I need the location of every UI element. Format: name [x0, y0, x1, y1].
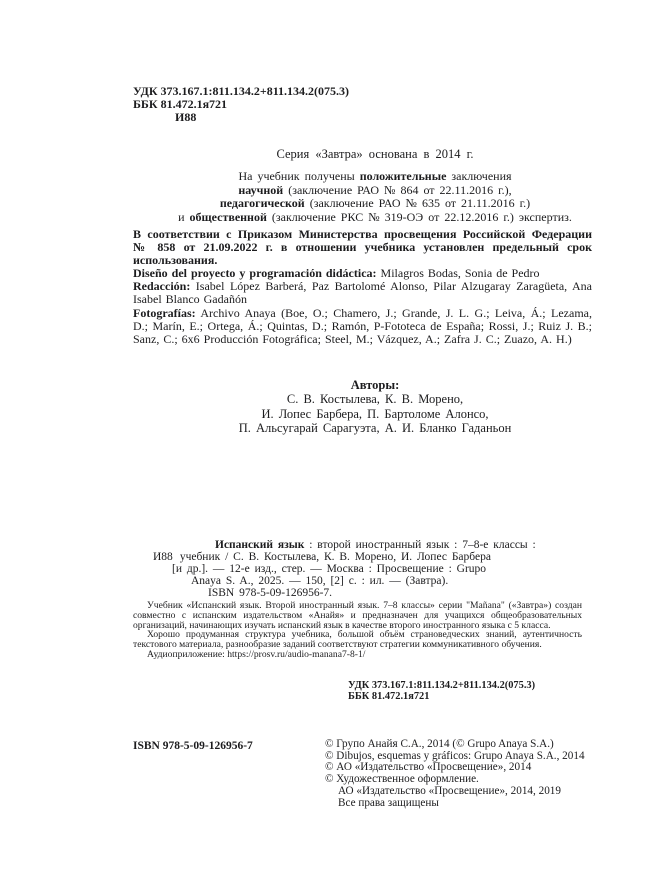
bbk-code: ББК 81.472.1я721: [133, 97, 228, 111]
expertise-line-4-text: и: [178, 209, 190, 224]
credits-redaction-text: Isabel López Barberá, Paz Bartolomé Alonso, Pilar Alzugaray Zaragüeta, Ana Isabel Blanco Gadañón: [133, 279, 592, 307]
authors-heading: Авторы:: [350, 378, 400, 392]
expertise-line-2-tail: (заключение РАО № 864 от 22.11.2016 г.),: [283, 182, 512, 197]
annotation-paragraph-2: Хорошо продуманная структура учебника, большой объём страноведческих знаний, аутентичность текстового материала, разнообразие заданий соответствуют стратегии коммуникативного обучения.: [133, 629, 582, 651]
top-codes-block: [133, 85, 349, 124]
copyright-line: АО «Издательство «Просвещение», 2014, 2019: [338, 784, 561, 797]
series-note: Серия «Завтра» основана в 2014 г.: [276, 147, 474, 161]
expertise-line-2-bold: научной: [238, 182, 284, 197]
decree-line-2: № 858 от 21.09.2022 г. в отношении учебника установлен предельный срок: [133, 239, 592, 254]
isbn-number: ISBN 978-5-09-126956-7: [133, 740, 253, 752]
expertise-line-3: [140, 197, 610, 211]
expertise-line-1-tail: заключения: [446, 169, 512, 183]
expertise-line-4-bold: общественной: [189, 209, 267, 224]
catalog-line-3: [и др.]. — 12-е изд., стер. — Москва : Просвещение : Grupo: [172, 562, 487, 575]
authors-block: [140, 378, 610, 435]
expertise-line-1-text: На учебник получены: [238, 169, 360, 183]
copyright-line: © Художественное оформление.: [325, 773, 479, 786]
copyright-line: © АО «Издательство «Просвещение», 2014: [325, 761, 532, 774]
authors-line-3: П. Альсугарай Сарагуэта, А. И. Бланко Гаданьон: [238, 420, 512, 435]
catalog-title-bold: Испанский язык: [215, 539, 305, 551]
author-sign-code: И88: [175, 110, 197, 124]
authors-line-2: И. Лопес Барбера, П. Бартоломе Алонсо,: [261, 406, 489, 421]
expertise-line-1-bold: положительные: [359, 169, 447, 183]
catalog-title-rest: : второй иностранный язык : 7–8-е классы :: [304, 539, 536, 551]
decree-line-1: В соответствии с Приказом Министерства просвещения Российской Федерации: [133, 227, 592, 241]
copyright-line: Все права защищены: [338, 796, 439, 809]
credits-block: [133, 267, 592, 346]
expertise-line-2: [140, 184, 610, 198]
bottom-udk-code: УДК 373.167.1:811.134.2+811.134.2(075.3): [348, 680, 536, 691]
credits-photo-text: Archivo Anaya (Boe, O.; Chamero, J.; Grande, J. L. G.; Leiva, Á.; Lezama, D.; Marín, E.; Ortega, Á.; Quintas, D.; Ramón, P-Fototeca de España; Rossi, J.; Ruiz J. B.; Sanz, C.; 6x6 Producción Fotográfica; Steel, M.; Vázquez, A.; Zafra J. C.; Zuazo, A. H.): [133, 305, 592, 347]
expertise-line-3-tail: (заключение РАО № 635 от 21.11.2016 г.): [304, 196, 531, 211]
catalog-author-sign: И88: [153, 550, 173, 563]
catalog-line-4: Anaya S. A., 2025. — 150, [2] с. : ил. — (Завтра).: [191, 574, 449, 587]
authors-line-1: С. В. Костылева, К. В. Морено,: [286, 392, 464, 407]
catalog-card: [153, 540, 578, 600]
catalog-isbn: ISBN 978-5-09-126956-7.: [208, 586, 333, 599]
expertise-line-4: [140, 211, 610, 225]
catalog-line-2-text: учебник / С. В. Костылева, К. В. Морено, И. Лопес Барбера: [179, 550, 491, 563]
expertise-block: [140, 170, 610, 224]
credits-design-text: Milagros Bodas, Sonia de Pedro: [376, 266, 540, 280]
annotation-block: [133, 601, 582, 660]
copyright-line: © Dibujos, esquemas y gráficos: Grupo Anaya S.A., 2014: [325, 749, 585, 762]
credits-photo-label: Fotografías:: [133, 305, 196, 320]
expertise-line-4-tail: (заключение РКС № 319-ОЭ от 22.12.2016 г.) экспертиз.: [266, 209, 572, 224]
credits-redaction-label: Redacción:: [133, 279, 191, 294]
audio-supplement-line: Аудиоприложение: https://prosv.ru/audio-manana7-8-1/: [147, 648, 366, 660]
decree-paragraph: [133, 228, 592, 267]
expertise-line-1: [140, 170, 610, 184]
expertise-line-3-bold: педагогической: [219, 196, 305, 211]
credits-redaction: [133, 280, 592, 306]
annotation-paragraph-1: Учебник «Испанский язык. Второй иностранный язык. 7–8 классы» серии "Mañana" («Завтра») создан совместно с испанским издательством «Анайя» и предназначен для учащихся общеобразовательных организаций, начинающих изучать испанский язык в качестве второго иностранного языка с 5 класса.: [133, 600, 582, 631]
decree-line-3: использования.: [133, 252, 218, 267]
bottom-codes-block: [348, 680, 535, 703]
credits-photo: [133, 307, 592, 347]
bottom-bbk-code: ББК 81.472.1я721: [348, 691, 430, 703]
copyright-block: [325, 739, 585, 809]
udk-code: УДК 373.167.1:811.134.2+811.134.2(075.3): [133, 84, 350, 98]
copyright-line: © Групо Анайя С.А., 2014 (© Grupo Anaya S.A.): [325, 738, 554, 750]
credits-design-label: Diseño del proyecto y programación didáctica:: [133, 266, 377, 280]
